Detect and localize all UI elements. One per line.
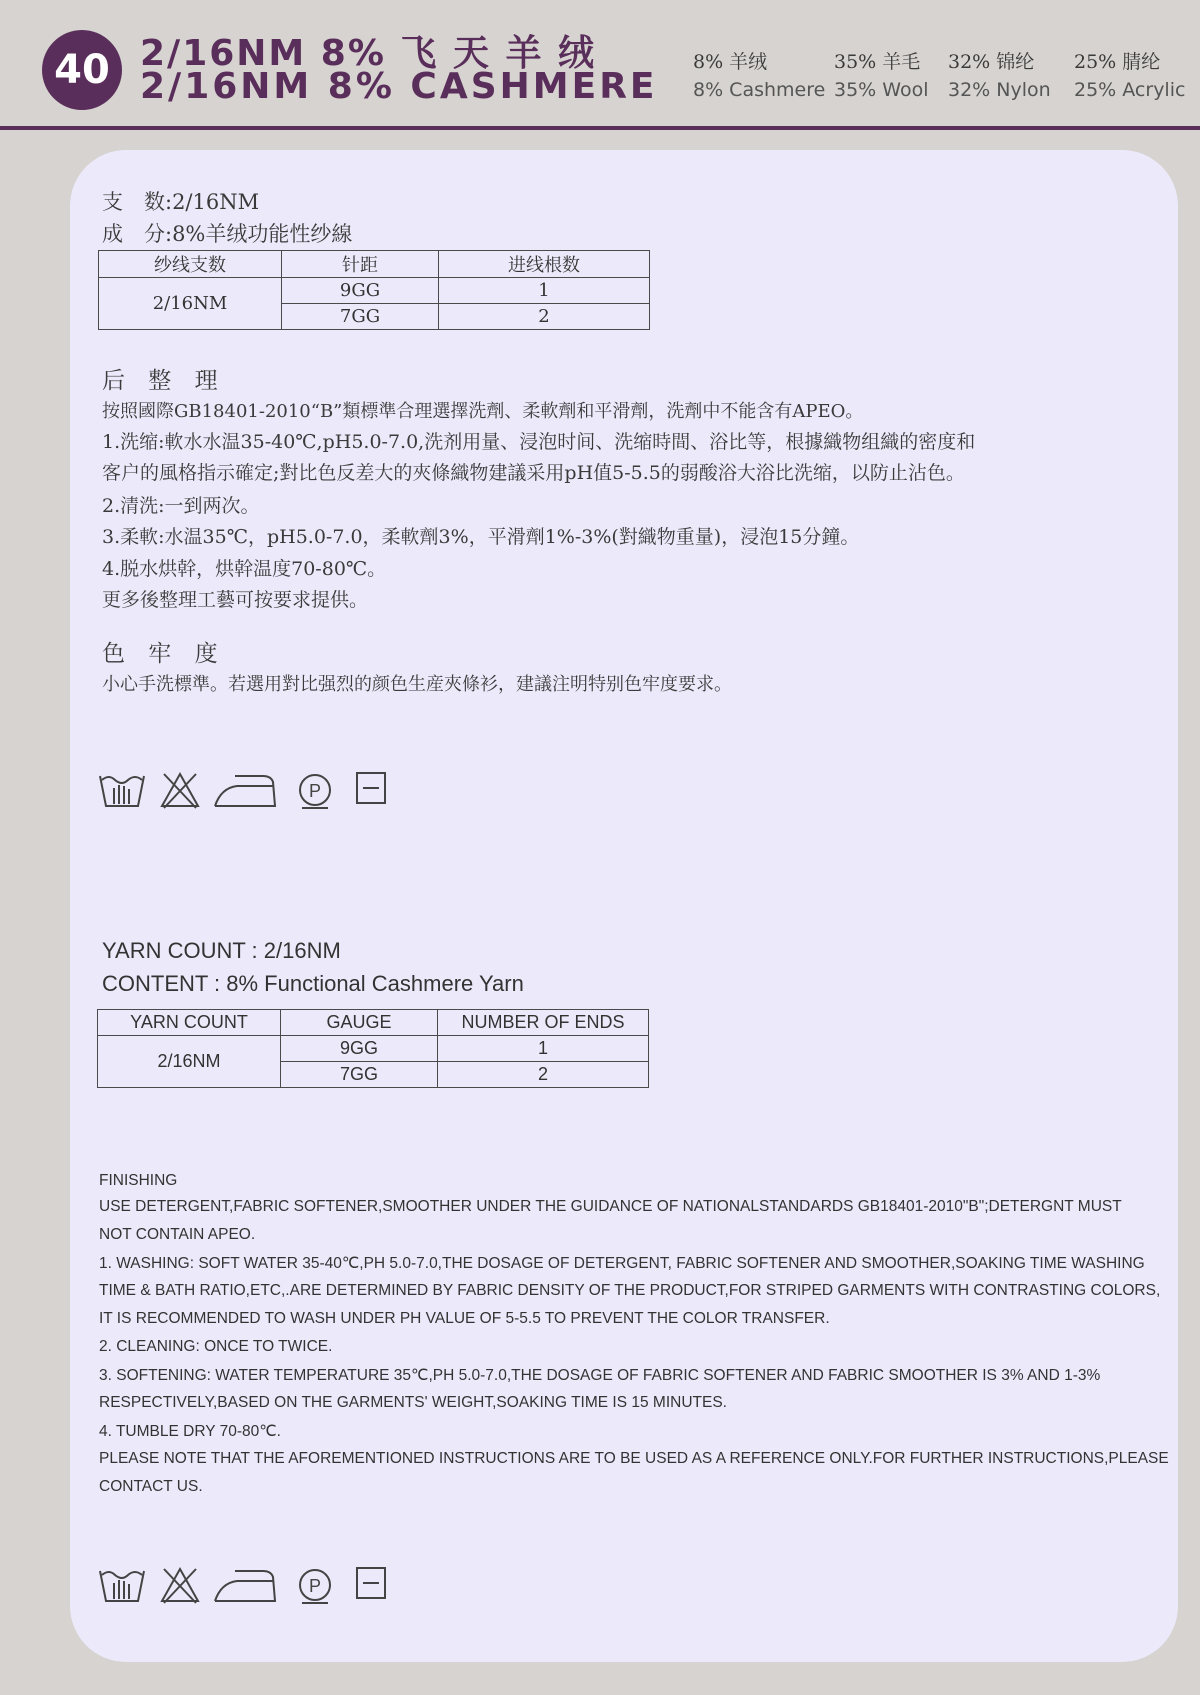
composition-cashmere [693,48,825,104]
en-gauge-table [97,1009,649,1088]
cn-finishing-line: 2.清洗:一到两次。 [102,495,260,517]
table-cell-gauge: 7GG [282,304,439,330]
dry-clean-p-icon [296,1565,334,1609]
en-finishing-line: PLEASE NOTE THAT THE AFOREMENTIONED INSTRUCTIONS ARE TO BE USED AS A REFERENCE ONLY.FOR FURTHER INSTRUCTIONS,PLEASE [99,1450,1169,1467]
en-finishing-line: 1. WASHING: SOFT WATER 35-40℃,PH 5.0-7.0,THE DOSAGE OF DETERGENT, FABRIC SOFTENER AND SMOOTHER,SOAKING TIME WASHING [99,1255,1145,1272]
composition-cn: 32% 锦纶 [948,51,1035,73]
dry-flat-icon [354,770,388,810]
cn-finishing-line: 1.洗缩:軟水水温35-40℃,pH5.0-7.0,洗剂用量、浸泡时间、洗缩時間、浴比等，根據織物组織的密度和 [102,431,976,453]
composition-cn: 8% 羊绒 [693,51,768,73]
cn-finishing-title: 后 整 理 [102,368,226,394]
table-header: 纱线支数 [99,251,282,278]
cn-gauge-table [98,250,650,330]
cn-finishing-line: 3.柔軟:水温35℃，pH5.0-7.0，柔軟劑3%，平滑劑1%-3%(對織物重量)，浸泡15分鐘。 [102,526,860,548]
composition-cn: 35% 羊毛 [834,51,921,73]
composition-en: 25% Acrylic [1074,79,1186,101]
dry-flat-icon [354,1565,388,1605]
table-cell-gauge: 9GG [281,1036,438,1062]
header-divider [0,126,1200,130]
cn-finishing-line: 客户的風格指示確定;對比色反差大的夾條織物建議采用pH值5-5.5的弱酸浴大浴比洗缩，以防止沾色。 [102,462,965,484]
cn-fastness-text: 小心手洗標準。若選用對比强烈的颜色生産夾條衫，建議注明特别色牢度要求。 [102,674,732,695]
composition-en: 8% Cashmere [693,79,826,101]
en-finishing-line: USE DETERGENT,FABRIC SOFTENER,SMOOTHER UNDER THE GUIDANCE OF NATIONALSTANDARDS GB18401-2010"B";DETERGNT MUST [99,1198,1122,1215]
svg-text:P: P [308,781,322,801]
en-finishing-line: RESPECTIVELY,BASED ON THE GARMENTS' WEIGHT,SOAKING TIME IS 15 MINUTES. [99,1394,727,1411]
cn-fastness-title: 色 牢 度 [102,641,226,667]
cn-yarn-count: 支 数:2/16NM [102,190,260,214]
table-cell-ends: 1 [439,278,650,304]
do-not-bleach-icon [158,770,202,814]
composition-cn: 25% 腈纶 [1074,51,1161,73]
table-cell-ends: 2 [439,304,650,330]
en-finishing-line: CONTACT US. [99,1478,203,1495]
cn-finishing-line: 更多後整理工藝可按要求提供。 [102,589,369,611]
table-cell-yarn: 2/16NM [99,278,282,330]
en-finishing-title: FINISHING [99,1172,178,1189]
composition-wool [834,48,928,104]
dry-clean-p-icon [296,770,334,814]
en-finishing-line: TIME & BATH RATIO,ETC,.ARE DETERMINED BY FABRIC DENSITY OF THE PRODUCT,FOR STRIPED GARMENTS WITH CONTRASTING COLORS, [99,1282,1161,1299]
table-cell-ends: 1 [438,1036,649,1062]
en-finishing-line: IT IS RECOMMENDED TO WASH UNDER PH VALUE OF 5-5.5 TO PREVENT THE COLOR TRANSFER. [99,1310,830,1327]
composition-en: 32% Nylon [948,79,1051,101]
table-cell-gauge: 9GG [282,278,439,304]
cn-content: 成 分:8%羊绒功能性纱線 [102,222,353,246]
hand-wash-icon [98,770,146,814]
table-header: YARN COUNT [98,1010,281,1036]
iron-icon [213,1565,279,1609]
table-header: NUMBER OF ENDS [438,1010,649,1036]
en-finishing-line: 4. TUMBLE DRY 70-80℃. [99,1423,281,1440]
cn-finishing-line: 按照國際GB18401-2010“B”類標準合理選擇洗劑、柔軟劑和平滑劑，洗劑中不能含有APEO。 [102,401,864,422]
page-number-badge: 40 [42,30,122,110]
table-cell-gauge: 7GG [281,1062,438,1088]
do-not-bleach-icon [158,1565,202,1609]
table-header: 针距 [282,251,439,278]
title-chinese: 2/16NM 8% 飞 天 羊 绒 [140,33,597,74]
svg-text:P: P [308,1576,322,1596]
cn-finishing-line: 4.脱水烘幹，烘幹温度70-80℃。 [102,558,387,580]
care-icons-row [98,770,418,814]
composition-nylon [948,48,1051,104]
care-icons-row [98,1565,418,1609]
table-cell-yarn: 2/16NM [98,1036,281,1088]
en-yarn-count: YARN COUNT : 2/16NM [102,938,341,963]
title-english: 2/16NM 8% CASHMERE [140,66,658,107]
iron-icon [213,770,279,814]
table-header: GAUGE [281,1010,438,1036]
en-finishing-line: NOT CONTAIN APEO. [99,1226,256,1243]
table-header: 进线根数 [439,251,650,278]
hand-wash-icon [98,1565,146,1609]
page-header [0,0,1200,130]
en-content: CONTENT : 8% Functional Cashmere Yarn [102,971,524,996]
en-finishing-line: 2. CLEANING: ONCE TO TWICE. [99,1338,333,1355]
table-cell-ends: 2 [438,1062,649,1088]
en-finishing-line: 3. SOFTENING: WATER TEMPERATURE 35℃,PH 5.0-7.0,THE DOSAGE OF FABRIC SOFTENER AND FABRIC SMOOTHER IS 3% AND 1-3% [99,1367,1101,1384]
composition-en: 35% Wool [834,79,929,101]
composition-acrylic [1074,48,1185,104]
